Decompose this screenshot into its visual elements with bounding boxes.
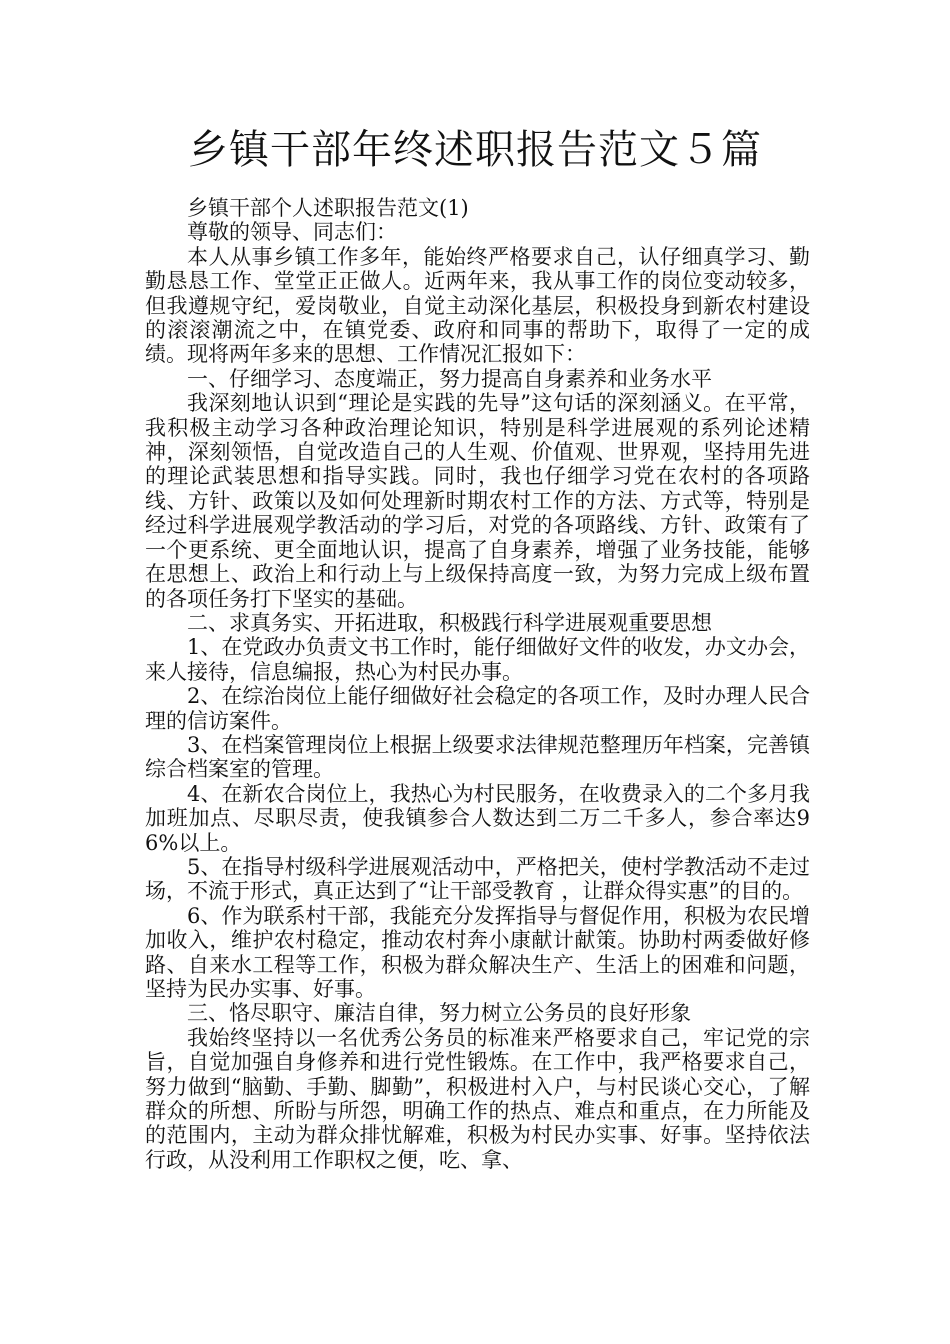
paragraph-intro: 本人从事乡镇工作多年，能始终严格要求自己，认仔细真学习、勤勤恳恳工作、堂堂正正做人。近两年来，我从事工作的岗位变动较多，但我遵规守纪，爱岗敬业，自觉主动深化基层，积极投身到新农村建设的滚滚潮流之中，在镇党委、政府和同事的帮助下，取得了一定的成绩。现将两年多来的思想、工作情况汇报如下： [145,244,810,367]
section-heading-1: 一、仔细学习、态度端正，努力提高自身素养和业务水平 [187,366,712,391]
section-heading-2: 二、求真务实、开拓进取，积极践行科学进展观重要思想 [187,610,712,635]
paragraph-subtitle: 乡镇干部个人述职报告范文(1) [187,196,469,220]
list-item-6: 6、作为联系村干部，我能充分发挥指导与督促作用，积极为农民增加收入，维护农村稳定，推动农村奔小康献计献策。协助村两委做好修路、自来水工程等工作，积极为群众解决生产、生活上的困难和问题，坚持为民办实事、好事。 [145,903,810,1001]
list-item-5: 5、在指导村级科学进展观活动中，严格把关，使村学教活动不走过场，不流于形式，真正达到了“让干部受教育 ，让群众得实惠”的目的。 [145,854,810,904]
list-item-3: 3、在档案管理岗位上根据上级要求法律规范整理历年档案，完善镇综合档案室的管理。 [145,732,810,782]
list-item-4: 4、在新农合岗位上，我热心为村民服务，在收费录入的二个多月我加班加点、尽职尽责，使我镇参合人数达到二万二千多人，参合率达96%以上。 [145,781,810,855]
paragraph-study: 我深刻地认识到“理论是实践的先导”这句话的深刻涵义。在平常，我积极主动学习各种政治理论知识，特别是科学进展观的系列论述精神，深刻领悟，自觉改造自己的人生观、价值观、世界观，坚持用先进的理论武装思想和指导实践。同时，我也仔细学习党在农村的各项路线、方针、政策以及如何处理新时期农村工作的方法、方式等，特别是经过科学进展观学教活动的学习后，对党的各项路线、方针、政策有了一个更系统、更全面地认识，提高了自身素养，增强了业务技能，能够在思想上、政治上和行动上与上级保持高度一致，为努力完成上级布置的各项任务打下坚实的基础。 [145,391,810,611]
paragraph-integrity: 我始终坚持以一名优秀公务员的标准来严格要求自己，牢记党的宗旨，自觉加强自身修养和进行党性锻炼。在工作中，我严格要求自己，努力做到“脑勤、手勤、脚勤”，积极进村入户，与村民谈心交心，了解群众的所想、所盼与所怨，明确工作的热点、难点和重点，在力所能及的范围内，主动为群众排忧解难，积极为村民办实事、好事。坚持依法行政，从没利用工作职权之便，吃、拿、 [145,1025,810,1172]
section-heading-3: 三、恪尽职守、廉洁自律，努力树立公务员的良好形象 [187,1001,691,1026]
list-item-2: 2、在综治岗位上能仔细做好社会稳定的各项工作，及时办理人民合理的信访案件。 [145,684,810,733]
paragraph-salutation: 尊敬的领导、同志们： [187,220,397,245]
document-title: 乡镇干部年终述职报告范文５篇 [188,127,762,173]
list-item-1: 1、在党政办负责文书工作时，能仔细做好文件的收发，办文办会，来人接待，信息编报，热心为村民办事。 [145,635,810,684]
document-body [145,196,810,1172]
